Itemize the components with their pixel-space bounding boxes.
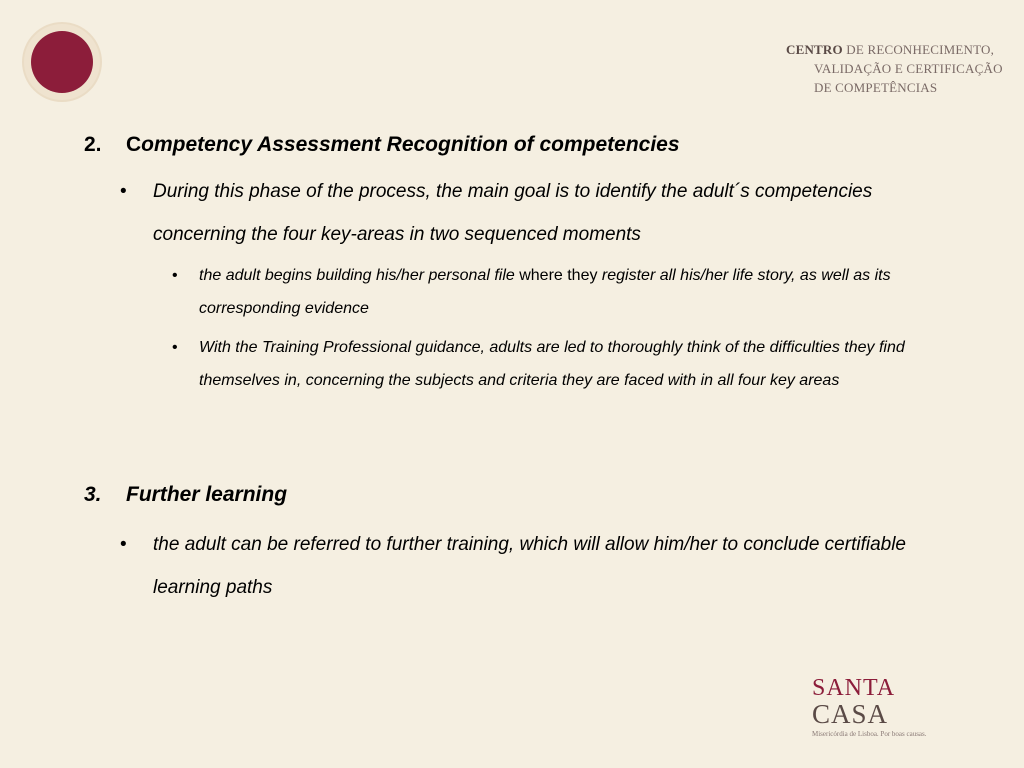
sub-bullet-2-text: With the Training Professional guidance, adults are led to thoroughly think of the difficulties they find themselves in, concerning the subjects and criteria they are faced with in all four key areas — [199, 339, 905, 389]
section-3-heading — [84, 483, 287, 507]
section-2-sub-bullet-1 — [172, 259, 962, 325]
sub-bullet-1-part1: the adult begins building his/her personal file — [199, 267, 515, 284]
santa-casa-logo — [812, 676, 952, 740]
bullet-dot: • — [120, 181, 127, 202]
section-2-title: ompetency Assessment Recognition of competencies — [141, 133, 680, 156]
section-3-number: 3. — [84, 483, 102, 506]
section-2-sub-bullet-2 — [172, 331, 962, 397]
section-3-title: Further learning — [126, 483, 288, 506]
section-3-bullet-text: the adult can be referred to further training, which will allow him/her to conclude certifiable learning paths — [153, 534, 906, 598]
section-2-heading — [84, 133, 680, 157]
circle-logo-icon — [24, 24, 100, 100]
bullet-dot: • — [120, 534, 127, 555]
org-title — [786, 40, 1016, 97]
org-title-line1: DE RECONHECIMENTO, — [842, 42, 995, 57]
section-2-number: 2. — [84, 133, 102, 156]
section-2-title-first: C — [126, 133, 142, 156]
sub-bullet-1-part3: register all his/her life story, as well as its corresponding evidence — [199, 267, 891, 317]
org-title-line2: VALIDAÇÃO E CERTIFICAÇÃO — [814, 61, 1003, 76]
brand-line1: SANTA — [812, 675, 896, 701]
sub-bullet-dot: • — [172, 267, 178, 284]
section-2-bullet-text: During this phase of the process, the main goal is to identify the adult´s competencies concerning the four key-areas in two sequenced moments — [153, 181, 873, 245]
sub-bullet-1-part2: where they — [514, 267, 602, 284]
section-2-bullet — [120, 170, 960, 256]
brand-line2: CASA — [812, 699, 889, 729]
org-title-line3: DE COMPETÊNCIAS — [814, 80, 938, 95]
section-3-bullet — [120, 523, 960, 609]
org-title-strong: CENTRO — [786, 42, 843, 57]
circle-logo-inner — [31, 31, 93, 93]
sub-bullet-dot: • — [172, 339, 178, 356]
brand-tagline: Misericórdia de Lisboa. Por boas causas. — [812, 730, 927, 738]
